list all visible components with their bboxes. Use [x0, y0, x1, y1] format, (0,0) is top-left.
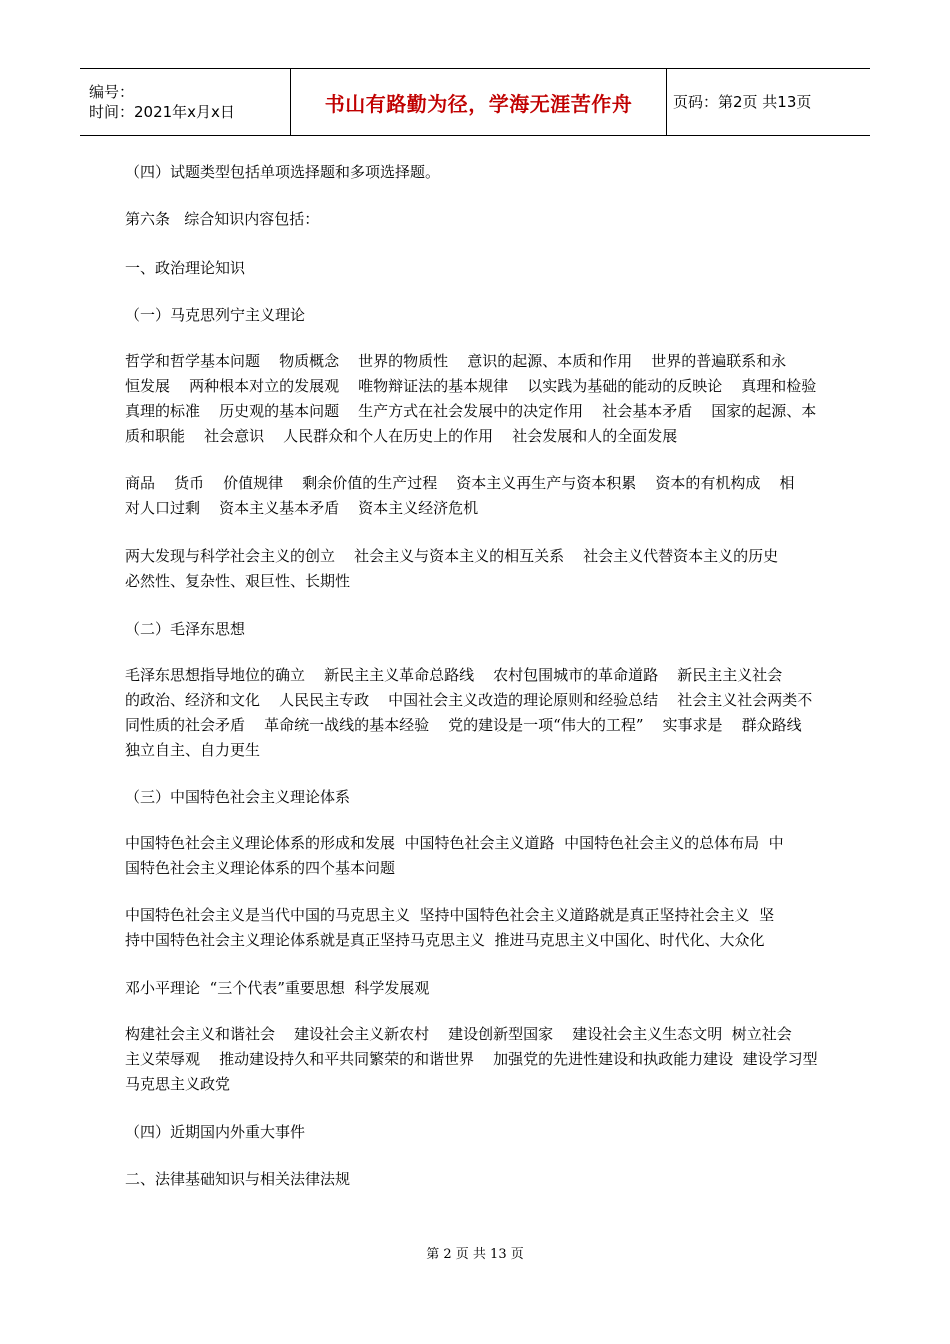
text-line: 构建社会主义和谐社会 建设社会主义新农村 建设创新型国家 建设社会主义生态文明 树立社会 [125, 1025, 792, 1043]
subsection-heading [125, 785, 860, 810]
subsection-heading [125, 303, 860, 328]
paragraph [125, 663, 860, 763]
text-line: 一、政治理论知识 [125, 259, 246, 277]
text-line: 中国特色社会主义理论体系的形成和发展 中国特色社会主义道路 中国特色社会主义的总体布局 中 [125, 834, 784, 852]
text-line: 必然性、复杂性、艰巨性、长期性 [125, 572, 351, 590]
section-heading [125, 256, 860, 281]
text-line: 对人口过剩 资本主义基本矛盾 资本主义经济危机 [125, 499, 479, 517]
text-line: 持中国特色社会主义理论体系就是真正坚持马克思主义 推进马克思主义中国化、时代化、大众化 [125, 931, 765, 949]
header-page-cell [667, 69, 871, 136]
document-time-label: 时间：2021年x月x日 [89, 103, 235, 121]
header-motto: 书山有路勤为径，学海无涯苦作舟 [324, 91, 633, 116]
article-heading [125, 207, 860, 232]
text-line: 邓小平理论 “三个代表”重要思想 科学发展观 [125, 979, 430, 997]
text-line: 质和职能 社会意识 人民群众和个人在历史上的作用 社会发展和人的全面发展 [125, 427, 678, 445]
text-line: （四）近期国内外重大事件 [125, 1123, 306, 1141]
text-line: 毛泽东思想指导地位的确立 新民主主义革命总路线 农村包围城市的革命道路 新民主主义社会 [125, 666, 783, 684]
paragraph [125, 160, 860, 185]
text-line: 马克思主义政党 [125, 1075, 231, 1093]
page-footer: 第 2 页 共 13 页 [426, 1247, 524, 1262]
text-line: 的政治、经济和文化 人民民主专政 中国社会主义改造的理论原则和经验总结 社会主义社会两类不 [125, 691, 813, 709]
paragraph [125, 976, 860, 1001]
text-line: 中国特色社会主义是当代中国的马克思主义 坚持中国特色社会主义道路就是真正坚持社会主义 坚 [125, 906, 775, 924]
text-line: （一）马克思列宁主义理论 [125, 306, 306, 324]
subsection-heading [125, 617, 860, 642]
text-line: （二）毛泽东思想 [125, 620, 246, 638]
section-heading [125, 1167, 860, 1192]
text-line: 真理的标准 历史观的基本问题 生产方式在社会发展中的决定作用 社会基本矛盾 国家的起源、本 [125, 402, 817, 420]
paragraph [125, 471, 860, 521]
text-line: 商品 货币 价值规律 剩余价值的生产过程 资本主义再生产与资本积累 资本的有机构成 相 [125, 474, 795, 492]
text-line: 恒发展 两种根本对立的发展观 唯物辩证法的基本规律 以实践为基础的能动的反映论 真理和检验 [125, 377, 817, 395]
header-page-label: 页码：第2页 共13页 [673, 93, 812, 111]
text-line: 第六条 综合知识内容包括： [125, 210, 320, 228]
text-line: （三）中国特色社会主义理论体系 [125, 788, 351, 806]
text-line: 两大发现与科学社会主义的创立 社会主义与资本主义的相互关系 社会主义代替资本主义的历史 [125, 547, 779, 565]
text-line: 二、法律基础知识与相关法律法规 [125, 1170, 351, 1188]
page-header [80, 68, 870, 136]
text-line: （四）试题类型包括单项选择题和多项选择题。 [125, 163, 441, 181]
subsection-heading [125, 1120, 860, 1145]
paragraph [125, 544, 860, 594]
document-number-label: 编号： [89, 83, 135, 101]
text-line: 同性质的社会矛盾 革命统一战线的基本经验 党的建设是一项“伟大的工程” 实事求是 群众路线 [125, 716, 802, 734]
paragraph [125, 1022, 860, 1097]
text-line: 国特色社会主义理论体系的四个基本问题 [125, 859, 396, 877]
paragraph [125, 831, 860, 881]
paragraph [125, 349, 860, 449]
text-line: 独立自主、自力更生 [125, 741, 261, 759]
header-motto-cell [291, 69, 667, 136]
header-info-cell [80, 69, 291, 136]
text-line: 主义荣辱观 推动建设持久和平共同繁荣的和谐世界 加强党的先进性建设和执政能力建设 建设学习型 [125, 1050, 818, 1068]
paragraph [125, 903, 860, 953]
text-line: 哲学和哲学基本问题 物质概念 世界的物质性 意识的起源、本质和作用 世界的普遍联系和永 [125, 352, 787, 370]
